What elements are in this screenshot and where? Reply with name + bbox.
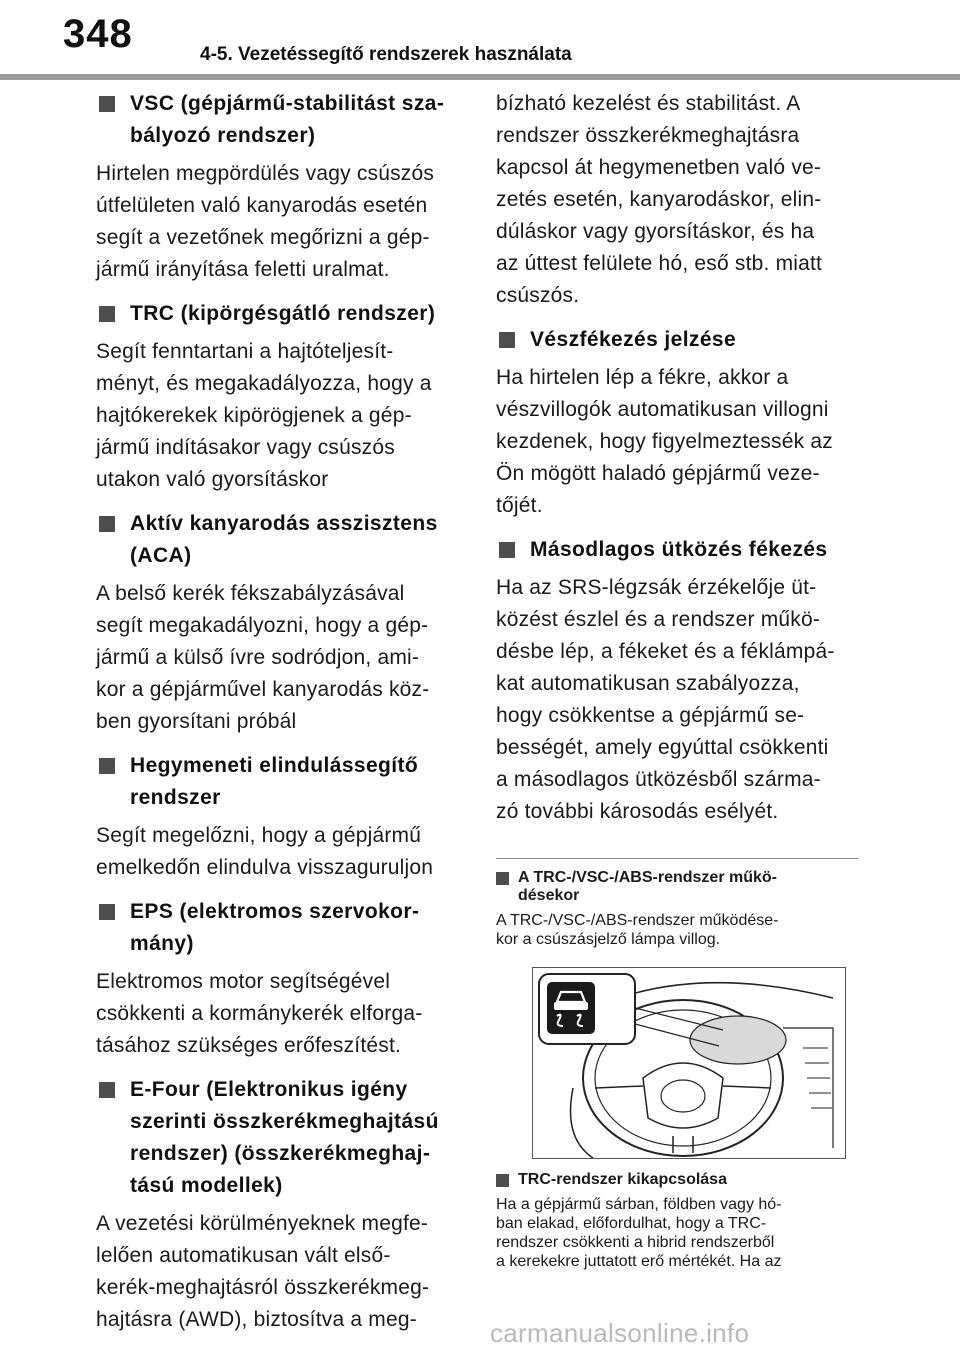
bullet-square-icon [99,904,115,920]
section-trc [96,298,466,496]
section-text: Ha hirtelen lép a fékre, akkor a vészvillogók automatikusan villogni kezdenek, hogy figyelmeztessék az Ön mögött haladó gépjármű veze- tőjét. [496,366,833,517]
heading-text: VSC (gépjármű-stabilitást sza- bályozó rendszer) [130,92,445,147]
note-heading-text: TRC-rendszer kikapcsolása [518,1171,727,1188]
section-heading [96,1074,466,1202]
section-hill-start [96,750,466,884]
note-text: Ha a gépjármű sárban, földben vagy hó- ban elakad, előfordulhat, hogy a TRC- rendszer csökkenti a hibrid rendszerből a kerekekre juttatott erő mértékét. Ha az [496,1196,782,1270]
note-trc-vsc-abs [496,869,858,949]
section-heading [96,88,466,152]
note-heading [496,869,858,905]
bullet-square-icon [99,516,115,532]
bullet-square-icon [499,542,515,558]
bullet-square-icon [99,758,115,774]
continuation-text: bízható kezelést és stabilitást. A rendszer összkerékmeghajtásra kapcsol át hegymenetben való ve- zetés esetén, kanyarodáskor, elin- dúláskor vagy gyorsításkor, és ha az úttest felülete hó, eső stb. miatt csúszós. [496,92,823,307]
section-text: Elektromos motor segítségével csökkenti a kormánykerék elforga- tásához szükséges erőfeszítést. [96,970,423,1057]
note-text: A TRC-/VSC-/ABS-rendszer működése- kor a csúszásjelző lámpa villog. [496,912,779,948]
heading-text: E-Four (Elektronikus igény szerinti összkerékmeghajtású rendszer) (összkerékmeghaj- tású modellek) [130,1078,439,1197]
section-vsc [96,88,466,286]
bullet-square-icon [99,96,115,112]
note-heading-text: A TRC-/VSC-/ABS-rendszer műkö- désekor [518,869,777,904]
left-column [96,88,466,1348]
section-text: A vezetési körülményeknek megfe- lelően automatikusan vált első- kerék-meghajtásról összkerékmeg- hajtásra (AWD), biztosítva a meg- [96,1212,430,1331]
section-aca [96,508,466,738]
bullet-square-icon [496,872,509,885]
section-heading [96,298,466,330]
heading-text: Aktív kanyarodás asszisztens (ACA) [130,512,438,567]
section-text: Ha az SRS-légzsák érzékelője üt- közést észlel és a rendszer műkö- désbe lép, a fékeket és a féklámpá- kat automatikusan szabályozza, hogy csökkentse a gépjármű se- bességét, amely egyúttal csökkenti a másodlagos ütközésből szárma- zó további károsodás esélyét. [496,576,835,823]
heading-text: Hegymeneti elindulássegítő rendszer [130,754,419,809]
page-header [0,0,960,80]
page-number: 348 [63,12,133,56]
heading-text: TRC (kipörgésgátló rendszer) [130,302,436,325]
right-column [496,88,858,1289]
section-e-four [96,1074,466,1336]
dashboard-drawing [533,968,845,1158]
section-text: A belső kerék fékszabályzásával segít megakadályozni, hogy a gép- jármű a külső ívre sodródjon, ami- kor a gépjárművel kanyarodás köz- ben gyorsítani próbál [96,582,430,733]
section-heading [496,324,858,356]
section-eps [96,896,466,1062]
section-heading [96,750,466,814]
section-heading [96,896,466,960]
section-text: Hirtelen megpördülés vagy csúszós útfelületen való kanyarodás esetén segít a vezetőnek megőrizni a gép- jármű irányítása feletti uralmat. [96,162,435,281]
section-emergency-brake-signal [496,324,858,522]
header-rule [0,74,960,80]
section-heading [96,508,466,572]
note-heading [496,1171,858,1189]
bullet-square-icon [496,1174,509,1187]
section-text: Segít megelőzni, hogy a gépjármű emelkedőn elindulva visszaguruljon [96,824,434,879]
chapter-title: 4-5. Vezetéssegítő rendszerek használata [200,44,572,65]
section-text: Segít fenntartani a hajtóteljesít- ményt, és megakadályozza, hogy a hajtókerekek kipörögjenek a gép- jármű indításakor vagy csúszós utakon való gyorsításkor [96,340,432,491]
slip-indicator-illustration [532,967,846,1159]
section-heading [496,534,858,566]
bullet-square-icon [99,1082,115,1098]
heading-text: Másodlagos ütközés fékezés [530,538,828,561]
heading-text: EPS (elektromos szervokor- mány) [130,900,420,955]
watermark: carmanualsonline.info [490,1318,750,1348]
section-secondary-collision-brake [496,534,858,828]
heading-text: Vészfékezés jelzése [530,328,737,351]
notes-separator [496,858,858,859]
bullet-square-icon [99,306,115,322]
bullet-square-icon [499,332,515,348]
note-trc-off [496,1171,858,1271]
